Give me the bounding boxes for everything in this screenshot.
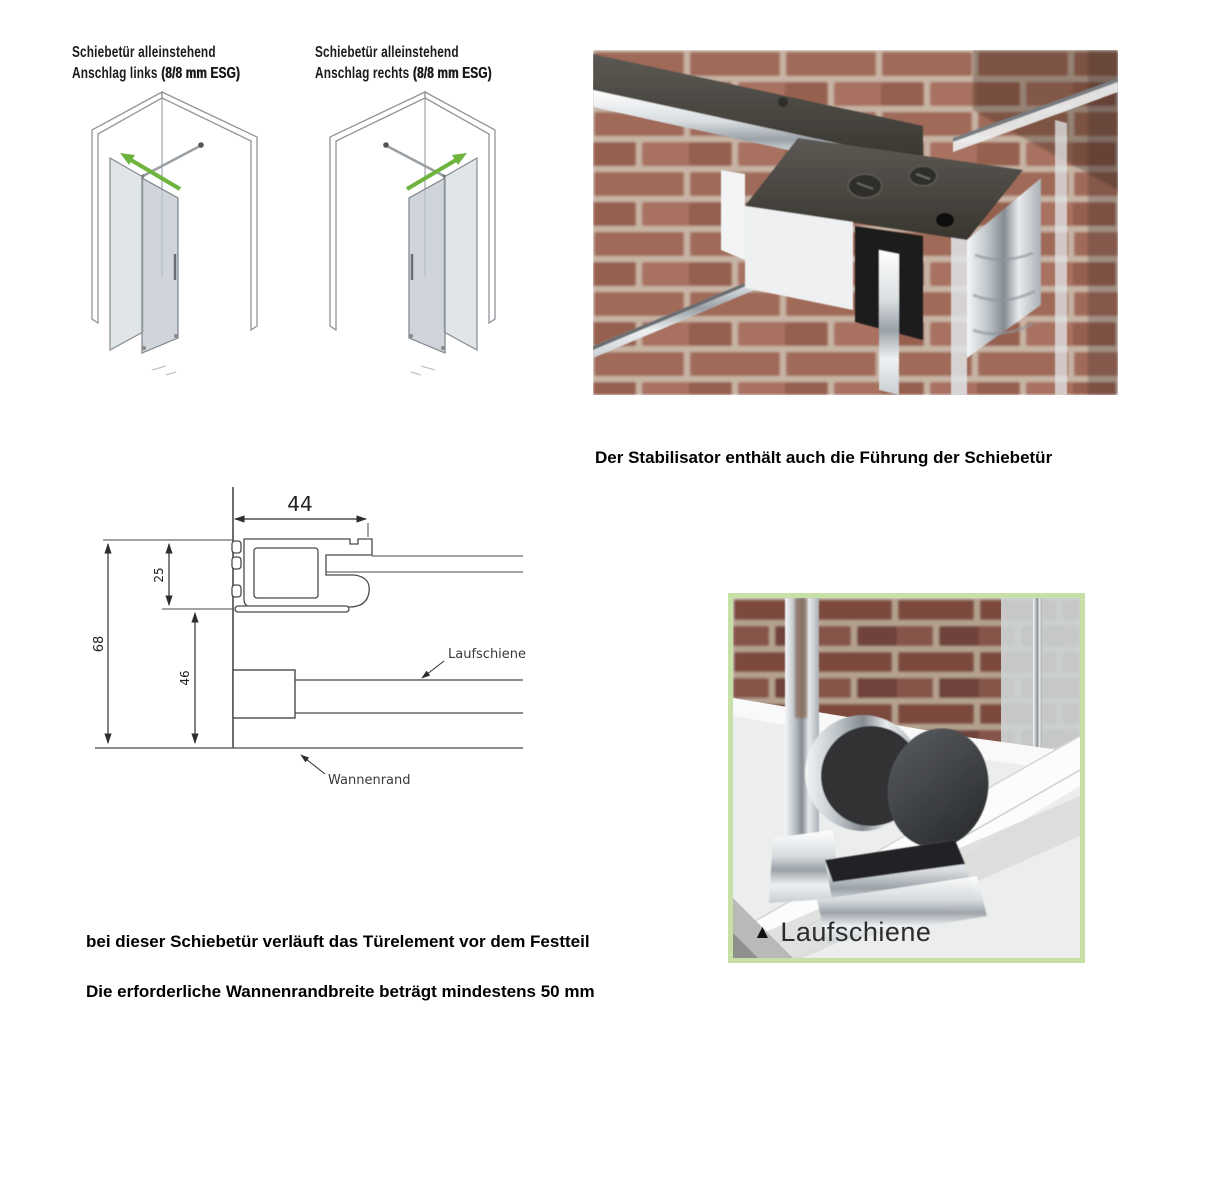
rail-photo-label-text: Laufschiene [780, 917, 932, 947]
diagram-right-title-line1: Schiebetür alleinstehend [315, 44, 459, 61]
diagram-left-title-line1: Schiebetür alleinstehend [72, 44, 216, 61]
iso-diagram-left [62, 82, 287, 397]
tech-drawing-lines [95, 487, 523, 748]
rail-photo [728, 593, 1085, 963]
dim-total-height: 68 [92, 635, 107, 653]
dim-profile-height: 25 [152, 567, 166, 583]
tub-edge-label: Wannenrand [328, 773, 411, 788]
dim-rail-height: 46 [178, 670, 192, 686]
dim-width: 44 [287, 492, 313, 516]
stabilizer-photo-art [593, 50, 1118, 395]
dimension-labels [92, 492, 526, 788]
rail-photo-label [753, 917, 931, 948]
diagram-left-title [72, 42, 240, 84]
stabilizer-photo [593, 50, 1118, 395]
diagram-left-title-line2: Anschlag links (8/8 mm ESG) [72, 65, 240, 82]
up-triangle-icon: ▲ [753, 922, 773, 943]
stabilizer-caption: Der Stabilisator enthält auch die Führung der Schiebetür [595, 448, 1053, 467]
note-door-position: bei dieser Schiebetür verläuft das Türelement vor dem Festteil [86, 932, 590, 951]
tech-drawing [92, 478, 592, 813]
iso-diagram-right [300, 82, 525, 397]
diagram-right-title-line2: Anschlag rechts (8/8 mm ESG) [315, 65, 492, 82]
note-tub-edge-width: Die erforderliche Wannenrandbreite beträgt mindestens 50 mm [86, 982, 595, 1001]
diagram-right-title [315, 42, 492, 84]
rail-label: Laufschiene [448, 647, 527, 662]
rail-photo-art [733, 598, 1080, 958]
